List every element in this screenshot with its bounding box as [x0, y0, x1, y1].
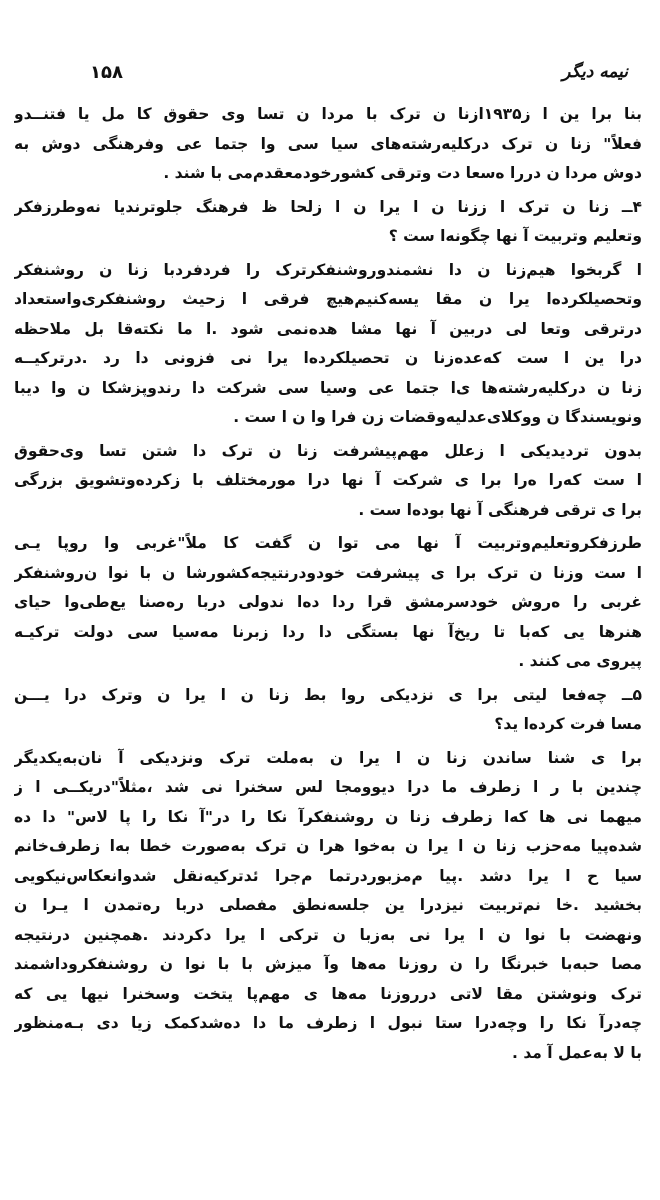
paragraph	[14, 529, 642, 677]
text-line: مسا فرت کرده‌ا ید؟	[494, 715, 642, 733]
text-line: ۴ــ زنا ن ترک ا ززنا ن ا یرا ن ا زلحا ظ فرهنگ جلوترندیا نه‌وطرزفکر	[14, 197, 642, 216]
text-line: ا گربخوا هیم‌زنا ن دا نشمندوروشنفکرترک را فردفردبا زنا ن روشنفکر	[14, 260, 642, 279]
text-line: با لا به‌عمل آ مد .	[512, 1043, 642, 1062]
paragraph	[14, 100, 642, 189]
text-line: چندین با ر ا زطرف ما درا دیوومجا لس سخنرا نی شد ،مثلاً"دریکــی ا ز	[14, 778, 642, 796]
paragraph	[14, 437, 642, 526]
text-line: میهما نی ها که‌ا زطرف زنا ن روشنفکرآ نکا را در"آ نکا را پا لاس" دا ده	[14, 807, 642, 826]
text-line: پیروی می کنند .	[518, 652, 642, 670]
text-line: طرزفکروتعلیم‌وتربیت آ نها می توا ن گفت کا ملاً"غربی وا روپا یـی	[14, 534, 642, 552]
text-line: وتحصیلکرده‌ا یرا ن مقا یسه‌کنیم‌هیچ فرقی ا زحیث روشنفکری‌واستعداد	[14, 290, 642, 308]
paragraph	[14, 256, 642, 433]
paragraph	[14, 681, 642, 740]
text-line: غربی را ه‌روش خودسرمشق قرا ردا ده‌ا ندولی دربا ره‌صنا یع‌طی‌وا حیای	[14, 593, 642, 611]
paragraph	[14, 193, 642, 252]
text-line: بدون تردیدیکی ا زعلل مهم‌پیشرفت زنا ن ترک دا شتن تسا وی‌حقوق	[14, 441, 642, 460]
running-title: نیمه دیگر	[562, 62, 628, 82]
text-line: برا ی ترقی فرهنگی آ نها بوده‌ا ست .	[358, 500, 642, 519]
text-line: سیا ح ا یرا دشد .پیا م‌مزبوردرتما م‌جرا ئدترکیه‌نقل شدوانعکاس‌نیکویی	[14, 866, 642, 885]
text-line: ونهضت با نوا ن ا یرا نی به‌زبا ن ترکی ا یرا دکردند .همچنین درنتیجه	[14, 925, 642, 944]
text-line: درا ین ا ست که‌عده‌زنا ن تحصیلکرده‌ا یرا نی فزونی دا رد .درترکیــه	[14, 349, 642, 367]
text-line: ترک ونوشتن مقا لاتی درروزنا مه‌ها ی مهم‌پا یتخت وسخنرا نیها یی که	[14, 984, 642, 1003]
paragraph	[14, 744, 642, 1069]
text-line: مصا حبه‌با خبرنگا را ن روزنا مه‌ها وآ میزش با با نوا ن روشنفکروداشمند	[14, 955, 642, 973]
page-number: ۱۵۸	[90, 62, 123, 83]
text-line: دوش مردا ن درر‌ا ه‌سعا دت وترقی کشورخودمعقدم‌می با شند .	[163, 164, 642, 182]
body-text	[14, 100, 642, 1072]
text-line: برا ی شنا ساندن زنا ن ا یرا ن به‌ملت ترک ونزدیکی آ نان‌به‌یکدیگر	[14, 748, 642, 767]
text-line: بخشید .خا نم‌تربیت نیزدرا ین جلسه‌نطق مفصلی دربا ره‌تمدن ا یـرا ن	[14, 896, 642, 914]
text-line: ۵ــ چه‌فعا لیتی برا ی نزدیکی روا بط زنا ن ا یرا ن وترک درا یـــن	[14, 685, 642, 704]
text-line: ونویسندگا ن ووکلای‌عدلیه‌وقضات زن فرا وا ن ا ست .	[233, 408, 642, 426]
text-line: چه‌درآ نکا را وچه‌درا ستا نبول ا زطرف ما دا ده‌شدکمک زیا دی بـه‌منظور	[14, 1014, 642, 1032]
text-line: فعلاً" زنا ن ترک درکلیه‌رشته‌های سیا سی وا جتما عی وفرهنگی دوش به	[14, 134, 642, 153]
text-line: درترقی وتعا لی دربین آ نها مشا هده‌نمی شود .ا ما نکته‌قا بل ملاحظه	[14, 319, 642, 338]
text-line: هنرها یی که‌با تا ریخ‌آ نها بستگی دا ردا زبرنا مه‌سیا سی دولت ترکیـه	[14, 622, 642, 641]
text-line: بنا برا ین ا ز۱۹۳۵ازنا ن ترک با مردا ن تسا وی حقوق کا مل یا فتنــدو	[14, 105, 642, 123]
text-line: وتعلیم وتربیت آ نها چگونه‌ا ست ؟	[388, 227, 642, 245]
text-line: ا ست که‌را ه‌را برا ی شرکت آ نها درا مورمختلف با زکرده‌وتشویق بزرگی	[14, 471, 642, 489]
text-line: شده‌پیا مه‌حزب زنا ن ا یرا ن به‌خوا هرا ن ترک به‌صورت خطا به‌ا زطرف‌خانم	[14, 837, 642, 855]
text-line: زنا ن درکلیه‌رشته‌ها ی‌ا جتما عی وسیا سی شرکت دا رند‌وپزشکا ن وا دیبا	[14, 378, 642, 397]
text-line: ا ست وزنا ن ترک برا ی پیشرفت خودودرنتیجه‌کشورشا ن با نوا ن‌روشنفکر	[14, 563, 642, 582]
page-header	[20, 62, 640, 88]
